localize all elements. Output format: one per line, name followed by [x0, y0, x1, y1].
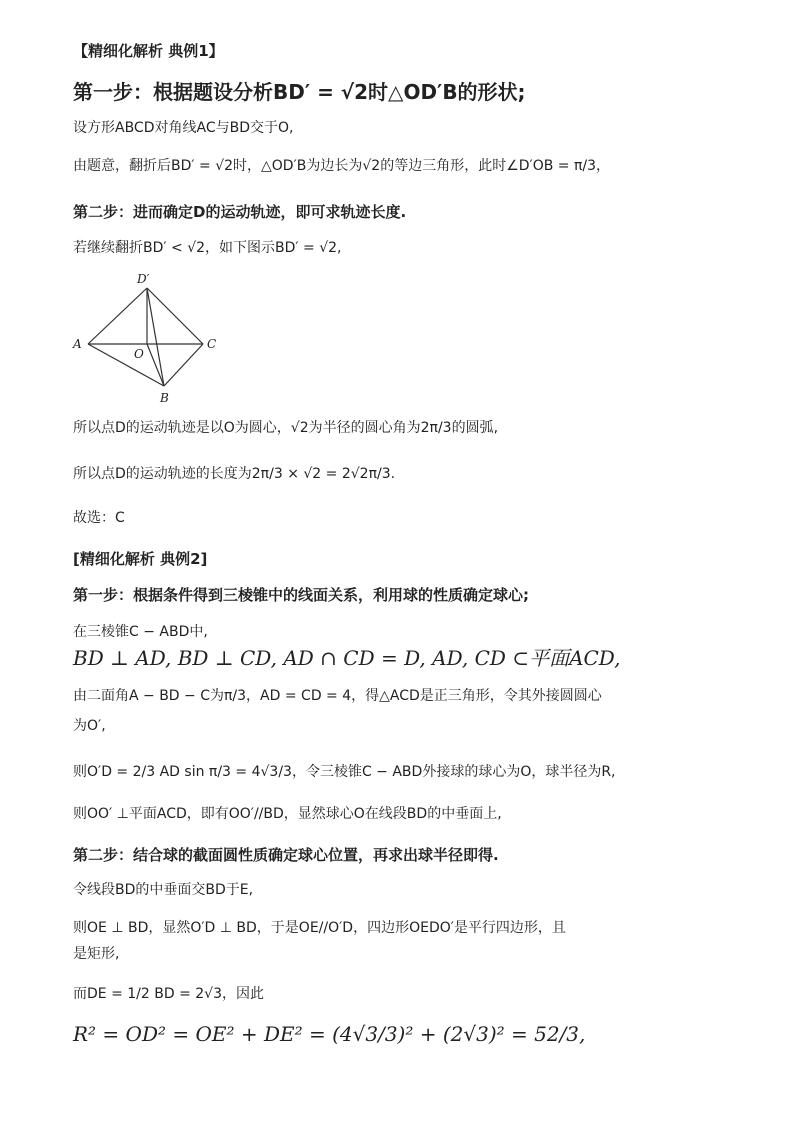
- example-1-line-4: 所以点D的运动轨迹是以O为圆心，√2为半径的圆心角为2π/3的圆弧,: [73, 420, 499, 436]
- example-2-line-6: 则OO′ ⊥平面ACD，即有OO′//BD，显然球心O在线段BD的中垂面上,: [73, 806, 502, 822]
- edge-o-b: [147, 344, 164, 386]
- label-o: O: [134, 347, 144, 361]
- label-c: C: [207, 337, 217, 351]
- example-1-line-5: 所以点D的运动轨迹的长度为2π/3 × √2 = 2√2π/3.: [73, 466, 396, 482]
- example-1-answer: 故选：C: [73, 510, 125, 526]
- edge-a-b: [88, 344, 164, 386]
- example-2-line-11: R² = OD² = OE² + DE² = (4√3/3)² + (2√3)² = 52/3,: [73, 1022, 586, 1046]
- label-d-prime: D′: [137, 272, 150, 286]
- example-2-step-1: 第一步：根据条件得到三棱锥中的线面关系，利用球的性质确定球心;: [73, 586, 530, 604]
- edge-a-dprime: [88, 288, 147, 344]
- example-1-step-1: 第一步：根据题设分析BD′ = √2时△OD′B的形状;: [73, 80, 526, 104]
- example-2-line-9: 是矩形,: [73, 946, 120, 962]
- example-2-line-3: 由二面角A − BD − C为π/3，AD = CD = 4，得△ACD是正三角形，令其外接圆圆心: [73, 688, 602, 704]
- example-2-title: [精细化解析 典例2]: [73, 550, 208, 568]
- example-2-line-5: 则O′D = 2/3 AD sin π/3 = 4√3/3，令三棱锥C − ABD外接球的球心为O，球半径为R,: [73, 764, 616, 780]
- label-b: B: [160, 391, 169, 405]
- example-2-step-2: 第二步：结合球的截面圆性质确定球心位置，再求出球半径即得.: [73, 846, 499, 864]
- example-2-line-10: 而DE = 1/2 BD = 2√3，因此: [73, 986, 264, 1002]
- example-2-line-7: 令线段BD的中垂面交BD于E,: [73, 882, 254, 898]
- example-2-line-2: BD ⊥ AD, BD ⊥ CD, AD ∩ CD = D, AD, CD ⊂平面ACD,: [73, 646, 621, 670]
- example-1-step-2: 第二步：进而确定D的运动轨迹，即可求轨迹长度.: [73, 203, 407, 221]
- example-1-line-2: 由题意，翻折后BD′ = √2时，△OD′B为边长为√2的等边三角形，此时∠D′OB = π/3，: [73, 158, 611, 174]
- label-a: A: [73, 337, 82, 351]
- example-1-line-3: 若继续翻折BD′ < √2，如下图示BD′ = √2,: [73, 240, 342, 256]
- edge-b-c: [164, 344, 203, 386]
- example-1-line-1: 设方形ABCD对角线AC与BD交于O,: [73, 120, 294, 136]
- example-2-line-1: 在三棱锥C − ABD中,: [73, 624, 208, 640]
- example-1-title: 【精细化解析 典例1】: [73, 42, 224, 60]
- example-2-line-8: 则OE ⊥ BD，显然O′D ⊥ BD，于是OE//O′D，四边形OEDO′是平行四边形，且: [73, 920, 566, 936]
- tetrahedron-figure: [68, 270, 228, 410]
- example-2-line-4: 为O′,: [73, 718, 106, 734]
